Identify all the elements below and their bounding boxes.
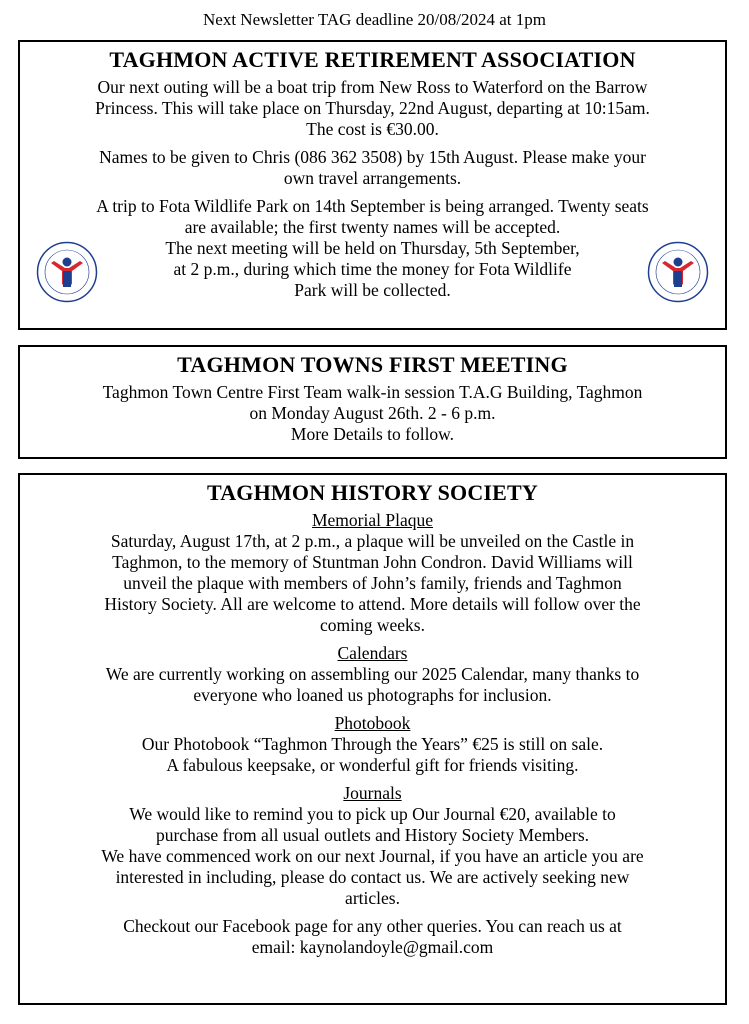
towns-first-meeting-section	[18, 345, 727, 459]
section-title: TAGHMON ACTIVE RETIREMENT ASSOCIATION	[109, 47, 636, 72]
meeting-info-line: More Details to follow.	[290, 424, 455, 444]
outing-text-line: The cost is €30.00.	[306, 119, 439, 139]
journals-text-line: We would like to remind you to pick up Our Journal €20, available to	[129, 804, 616, 824]
fota-text-line: A trip to Fota Wildlife Park on 14th September is being arranged. Twenty seats	[96, 196, 649, 216]
active-retirement-logo-right	[647, 241, 709, 303]
section-title: TAGHMON TOWNS FIRST MEETING	[177, 352, 568, 377]
plaque-text-line: Saturday, August 17th, at 2 p.m., a plaque will be unveiled on the Castle in	[110, 531, 635, 551]
names-text-line: Names to be given to Chris (086 362 3508) by 15th August. Please make your	[99, 147, 646, 167]
meeting-text-line: at 2 p.m., during which time the money for Fota Wildlife	[173, 259, 572, 279]
photobook-text-line: A fabulous keepsake, or wonderful gift for friends visiting.	[166, 755, 579, 775]
photobook-heading: Photobook	[334, 713, 411, 733]
journals-text-line: We have commenced work on our next Journal, if you have an article you are	[101, 846, 644, 866]
contact-text-line: Checkout our Facebook page for any other queries. You can reach us at	[123, 916, 622, 936]
fota-text-line: are available; the first twenty names will be accepted.	[184, 217, 561, 237]
outing-text-line: Princess. This will take place on Thursday, 22nd August, departing at 10:15am.	[95, 98, 650, 118]
meeting-info-line: on Monday August 26th. 2 - 6 p.m.	[249, 403, 496, 423]
calendars-heading: Calendars	[337, 643, 408, 663]
meeting-info-line: Taghmon Town Centre First Team walk-in session T.A.G Building, Taghmon	[102, 382, 643, 402]
outing-text-line: Our next outing will be a boat trip from New Ross to Waterford on the Barrow	[97, 77, 648, 97]
calendars-text-line: everyone who loaned us photographs for inclusion.	[193, 685, 552, 705]
section-title: TAGHMON HISTORY SOCIETY	[206, 480, 539, 505]
names-text-line: own travel arrangements.	[283, 168, 462, 188]
active-retirement-logo-left	[36, 241, 98, 303]
journals-text-line: articles.	[345, 888, 400, 908]
newsletter-deadline: Next Newsletter TAG deadline 20/08/2024 at 1pm	[203, 10, 546, 29]
plaque-text-line: coming weeks.	[320, 615, 425, 635]
history-society-section	[18, 473, 727, 1005]
plaque-text-line: unveil the plaque with members of John’s family, friends and Taghmon	[123, 573, 622, 593]
contact-email-line: email: kaynolandoyle@gmail.com	[251, 937, 494, 957]
memorial-plaque-heading: Memorial Plaque	[311, 510, 433, 530]
meeting-text-line: Park will be collected.	[294, 280, 451, 300]
journals-heading: Journals	[343, 783, 402, 803]
plaque-text-line: History Society. All are welcome to attend. More details will follow over the	[104, 594, 641, 614]
calendars-text-line: We are currently working on assembling our 2025 Calendar, many thanks to	[105, 664, 640, 684]
journals-text-line: interested in including, please do contact us. We are actively seeking new	[115, 867, 630, 887]
journals-text-line: purchase from all usual outlets and History Society Members.	[155, 825, 590, 845]
active-retirement-section	[18, 40, 727, 330]
meeting-text-line: The next meeting will be held on Thursday, 5th September,	[165, 238, 580, 258]
plaque-text-line: Taghmon, to the memory of Stuntman John Condron. David Williams will	[112, 552, 633, 572]
photobook-text-line: Our Photobook “Taghmon Through the Years” €25 is still on sale.	[141, 734, 604, 754]
